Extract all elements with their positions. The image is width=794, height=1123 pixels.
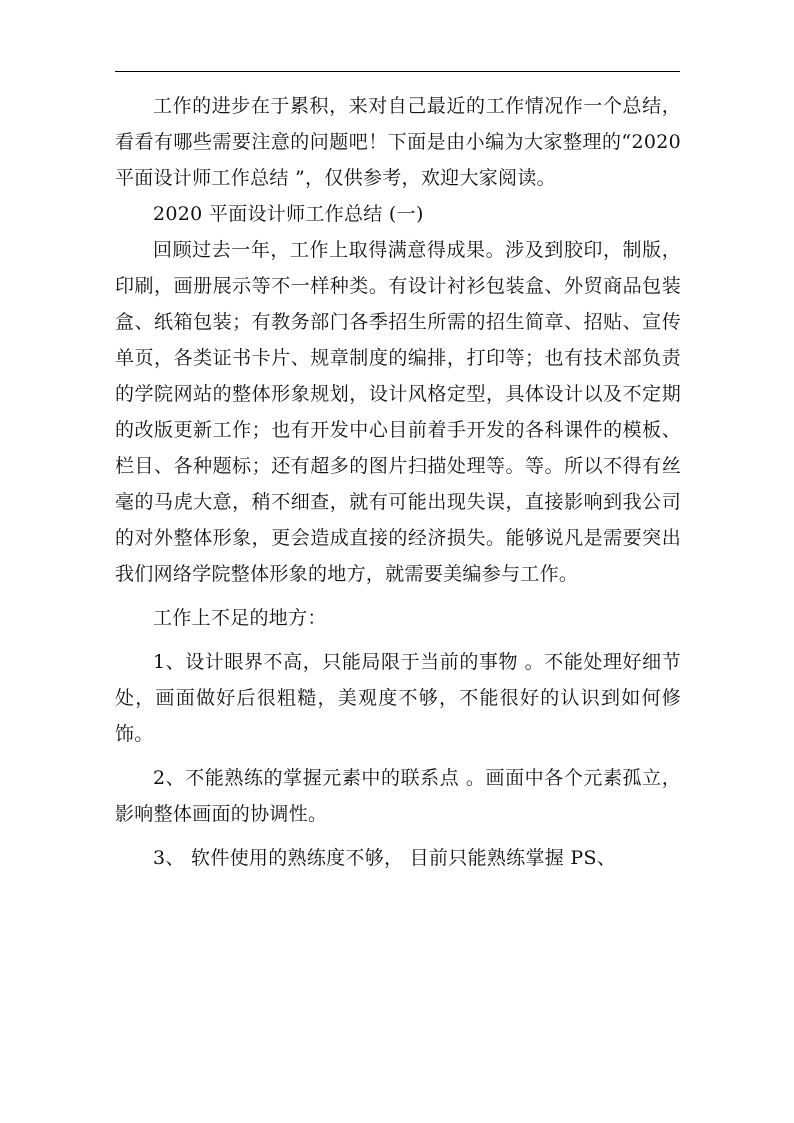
review-paragraph: 回顾过去一年，工作上取得满意得成果。涉及到胶印，制版，印刷，画册展示等不一样种类。有设计衬衫包装盒、外贸商品包装盒、纸箱包装；有教务部门各季招生所需的招生简章、招贴、宣传单页，各类证书卡片、规章制度的编排，打印等；也有技术部负责的学院网站的整体形象规划，设计风格定型，具体设计以及不定期的改版更新工作；也有开发中心目前着手开发的各科课件的模板、栏目、各种题标；还有超多的图片扫描处理等。等。所以不得有丝毫的马虎大意，稍不细查，就有可能出现失误，直接影响到我公司的对外整体形象，更会造成直接的经济损失。能够说凡是需要突出我们网络学院整体形象的地方，就需要美编参与工作。 <box>115 239 681 585</box>
shortcoming-item-2: 2、不能熟练的掌握元素中的联系点 。画面中各个元素孤立，影响整体画面的协调性。 <box>115 767 681 825</box>
shortcomings-heading: 工作上不足的地方： <box>153 607 327 629</box>
shortcoming-item-1: 1、设计眼界不高，只能局限于当前的事物 。不能处理好细节处，画面做好后很粗糙，美观度不够，不能很好的认识到如何修饰。 <box>115 651 681 745</box>
section-title: 2020 平面设计师工作总结 (一) <box>153 203 424 225</box>
document-body <box>115 88 681 876</box>
shortcoming-item-3: 3、 软件使用的熟练度不够， 目前只能熟练掌握 PS、 <box>153 847 617 869</box>
intro-paragraph: 工作的进步在于累积，来对自己最近的工作情况作一个总结，看看有哪些需要注意的问题吧！下面是由小编为大家整理的“2020 平面设计师工作总结 ”，仅供参考，欢迎大家阅读。 <box>115 95 681 189</box>
header-rule <box>115 71 680 72</box>
